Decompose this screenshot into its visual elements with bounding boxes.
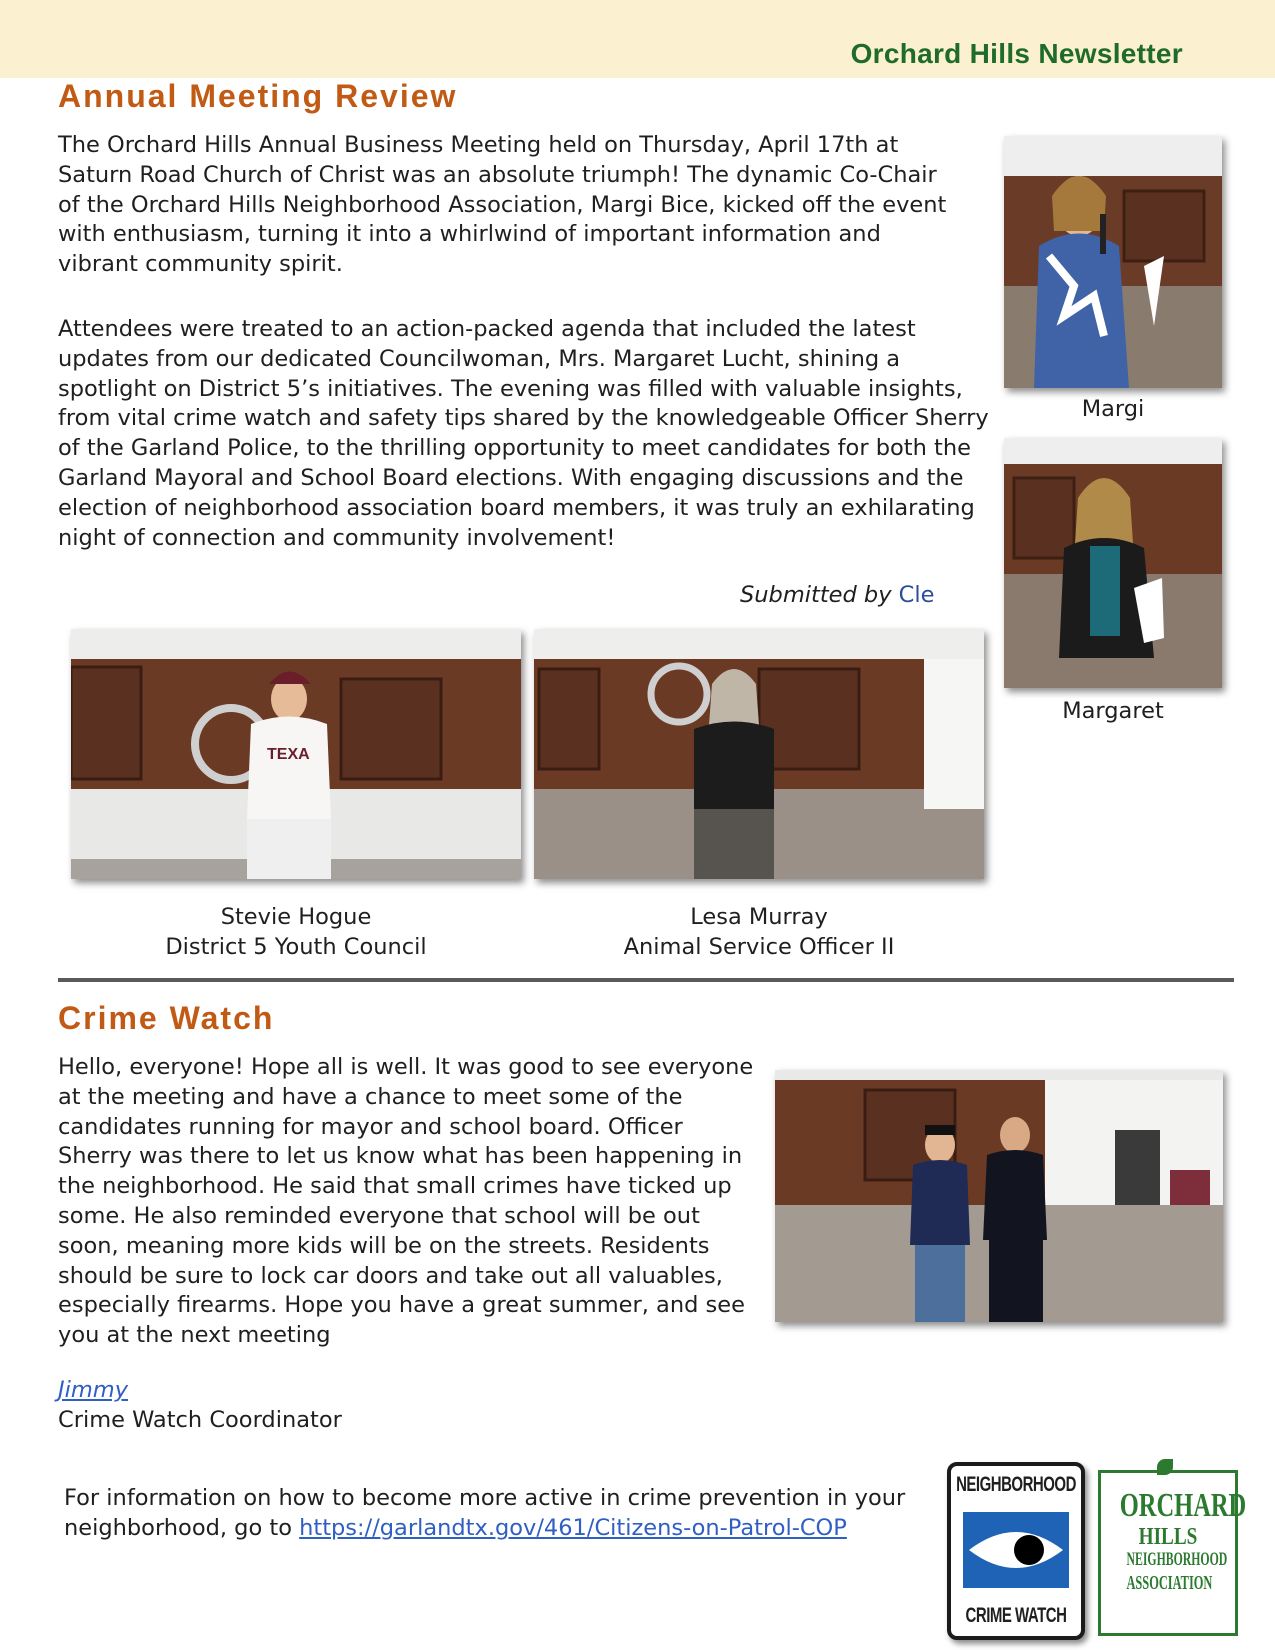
leaf-icon	[1157, 1459, 1173, 1475]
photo-crime-watch	[775, 1070, 1223, 1322]
info-paragraph	[64, 1483, 934, 1543]
citizens-on-patrol-link[interactable]: https://garlandtx.gov/461/Citizens-on-Patrol-COP	[299, 1515, 847, 1541]
logo-line-1: ORCHARD	[1119, 1487, 1247, 1524]
caption-lesa	[534, 903, 984, 963]
neighborhood-crime-watch-sign	[947, 1462, 1085, 1640]
submitted-name: Cle	[898, 582, 935, 608]
annual-paragraph-1: The Orchard Hills Annual Business Meeting held on Thursday, April 17th at Saturn Road Church of Christ was an absolute triumph! The dynamic Co-Chair of the Orchard Hills Neighborhood Association, Margi Bice, kicked off the event with enthusiasm, turning it into a whirlwind of important information and vibrant community spirit.	[58, 132, 947, 278]
info-text: For information on how to become more active in crime prevention in your neighborhood, go to	[64, 1485, 906, 1541]
orchard-hills-association-logo	[1098, 1470, 1247, 1636]
submitted-by	[740, 582, 934, 608]
svg-text:TEXA: TEXA	[267, 746, 310, 763]
caption-margaret: Margaret	[1062, 698, 1164, 724]
sign-bottom-text: CRIME WATCH	[965, 1603, 1067, 1628]
photo-margi	[1004, 136, 1222, 388]
sign-top-text: NEIGHBORHOOD	[956, 1472, 1076, 1497]
caption-stevie	[71, 903, 521, 963]
logo-line-4: ASSOCIATION	[1126, 1572, 1213, 1594]
annual-paragraph-2: Attendees were treated to an action-packed agenda that included the latest updates from our dedicated Councilwoman, Mrs. Margaret Lucht, shining a spotlight on District 5’s initiatives. The evening was filled with valuable insights, from vital crime watch and safety tips shared by the knowledgeable Officer Sherry of the Garland Police, to the thrilling opportunity to meet candidates for both the Garland Mayoral and School Board elections. With engaging discussions and the election of neighborhood association board members, it was truly an exhilarating night of connection and community involvement!	[58, 316, 989, 551]
photo-lesa	[534, 629, 984, 879]
signature-name-link[interactable]: Jimmy	[58, 1377, 129, 1403]
photo-margaret	[1004, 438, 1222, 688]
caption-stevie-name: Stevie Hogue	[220, 904, 372, 930]
photo-stevie	[71, 629, 521, 879]
logo-line-3: NEIGHBORHOOD	[1126, 1549, 1228, 1570]
caption-lesa-name: Lesa Murray	[690, 904, 828, 930]
newsletter-title: Orchard Hills Newsletter	[850, 38, 1183, 69]
section-title-crime-watch: Crime Watch	[58, 1000, 275, 1036]
section-divider	[58, 978, 1234, 982]
caption-lesa-role: Animal Service Officer II	[623, 933, 895, 960]
signature-title: Crime Watch Coordinator	[58, 1407, 342, 1433]
eye-icon	[963, 1512, 1069, 1588]
submitted-prefix: Submitted by	[740, 582, 899, 608]
caption-stevie-role: District 5 Youth Council	[165, 933, 427, 960]
section-title-annual-meeting: Annual Meeting Review	[58, 78, 458, 114]
caption-margi: Margi	[1081, 396, 1145, 422]
logo-line-2: HILLS	[1138, 1524, 1198, 1550]
crime-watch-paragraph: Hello, everyone! Hope all is well. It was good to see everyone at the meeting and have a chance to meet some of the candidates running for mayor and school board. Officer Sherry was there to let us know what has been happening in the neighborhood. He said that small crimes have ticked up some. He also reminded everyone that school will be out soon, meaning more kids will be on the streets. Residents should be sure to lock car doors and take out all valuables, especially firearms. Hope you have a great summer, and see you at the next meeting	[58, 1054, 754, 1349]
